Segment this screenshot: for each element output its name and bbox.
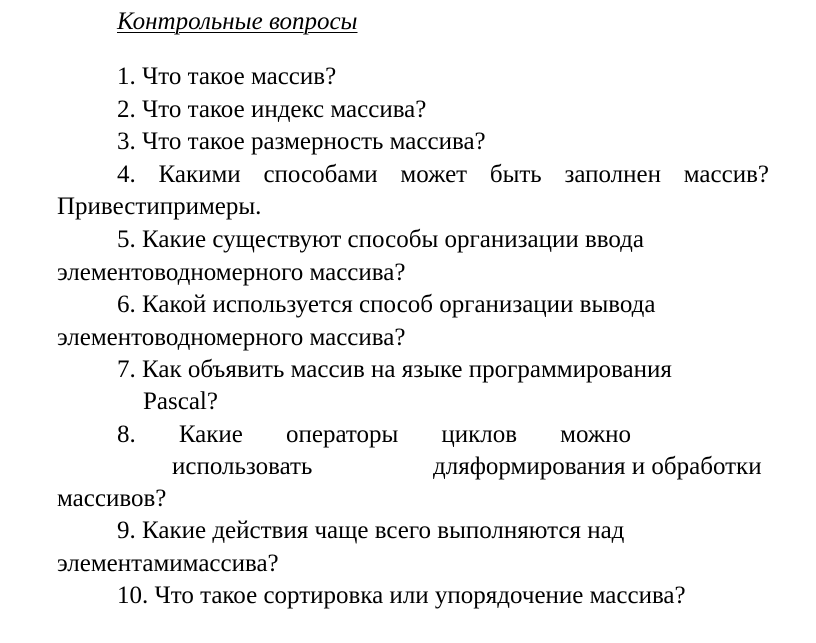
question-7: 7. Как объявить массив на языке программирования xyxy=(117,356,672,383)
question-6: 6. Какой используется способ организации вывода xyxy=(117,291,656,318)
question-8: 8. Какие операторы циклов можно xyxy=(117,421,631,448)
question-2: 2. Что такое индекс массива? xyxy=(117,96,427,123)
question-8-continuation-c: массивов? xyxy=(57,485,167,512)
question-9-continuation: элементамимассива? xyxy=(57,550,279,577)
question-8-continuation-b: дляформирования и обработки xyxy=(433,453,762,480)
page-title: Контрольные вопросы xyxy=(117,8,358,35)
question-8-continuation: использовать xyxy=(172,453,313,480)
question-5: 5. Какие существуют способы организации ввода xyxy=(117,226,645,253)
question-7-continuation: Pascal? xyxy=(143,388,218,415)
question-9: 9. Какие действия чаще всего выполняются над xyxy=(117,517,625,544)
question-1: 1. Что такое массив? xyxy=(117,63,337,90)
question-6-continuation: элементоводномерного массива? xyxy=(57,324,406,351)
question-4: 4. Какими способами может быть заполнен массив? xyxy=(117,161,769,188)
question-10: 10. Что такое сортировка или упорядочение массива? xyxy=(117,582,686,609)
question-4-continuation: Привестипримеры. xyxy=(57,193,262,220)
question-3: 3. Что такое размерность массива? xyxy=(117,128,486,155)
question-5-continuation: элементоводномерного массива? xyxy=(57,259,406,286)
